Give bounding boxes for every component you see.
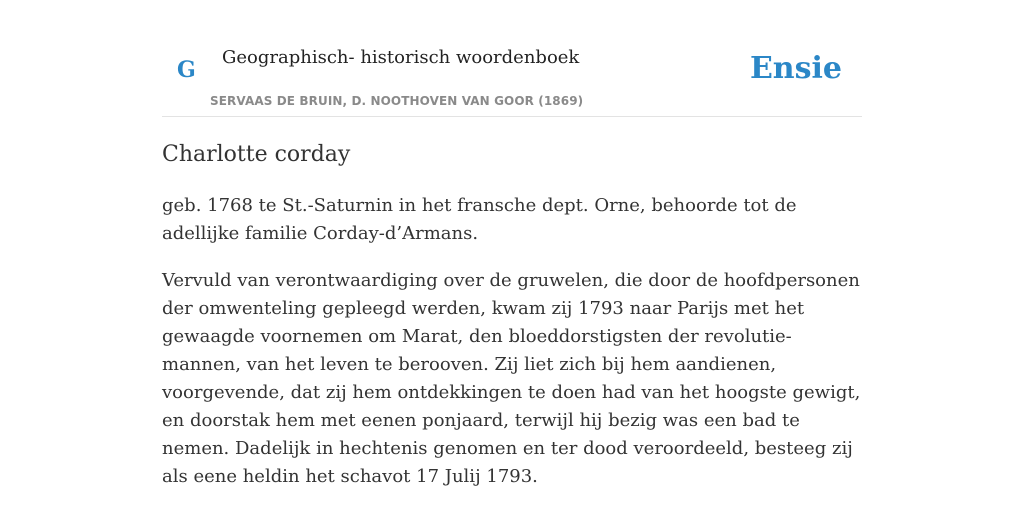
brand-logo[interactable]: Ensie xyxy=(749,51,842,86)
entry-paragraph: geb. 1768 te St.-Saturnin in het fransche dept. Orne, behoorde tot de adellijke familie Corday-d’Armans. xyxy=(162,195,797,244)
book-title[interactable]: Geographisch- historisch woordenboek xyxy=(222,47,580,68)
entry-paragraph: Vervuld van verontwaardiging over de gruwelen, die door de hoofdpersonen der omwenteling gepleegd werden, kwam zij 1793 naar Parijs met het gewaagde voornemen om Marat, den bloeddorstigsten der revolutie-mannen, van het leven te berooven. Zij liet zich bij hem aandienen, voorgevende, dat zij hem ontdekkingen te doen had van het hoogste gewigt, en doorstak hem met eenen ponjaard, terwijl hij bezig was een bad te nemen. Dadelijk in hechtenis genomen en ter dood veroordeeld, besteeg zij als eene heldin het schavot 17 Julij 1793. xyxy=(162,270,861,487)
entry-title: Charlotte corday xyxy=(162,142,351,167)
index-letter[interactable]: G xyxy=(177,57,196,83)
entry-body xyxy=(162,192,862,510)
book-author: SERVAAS DE BRUIN, D. NOOTHOVEN VAN GOOR (1869) xyxy=(210,94,584,108)
header xyxy=(162,0,862,117)
